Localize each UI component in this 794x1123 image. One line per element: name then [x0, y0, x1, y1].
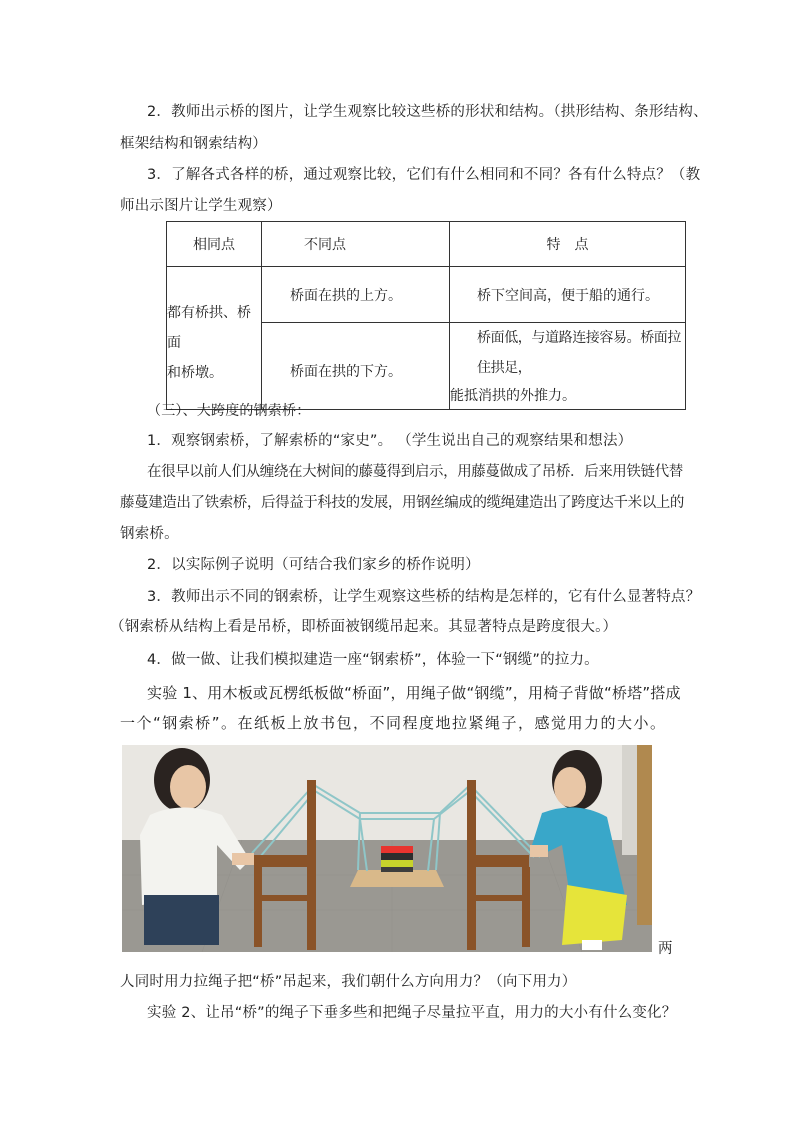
- section-title: （三）、大跨度的钢索桥：: [147, 403, 311, 419]
- paragraph-line: 1．观察钢索桥，了解索桥的“家史”。 （学生说出自己的观察结果和想法）: [147, 433, 633, 449]
- bridge-comparison-table: [166, 221, 686, 410]
- feature-line: 桥下空间高，便于船的通行。: [477, 287, 659, 304]
- paragraph-line: 人同时用力拉绳子把“桥”吊起来，我们朝什么方向用力？（向下用力）: [120, 974, 577, 990]
- feature-line: 能抵消拱的外推力。: [450, 388, 576, 404]
- paragraph-line: 一个“钢索桥”。在纸板上放书包，不同程度地拉紧绳子，感觉用力的大小。: [120, 714, 667, 732]
- table-header: 不同点: [262, 222, 450, 267]
- paragraph-line: 2．教师出示桥的图片，让学生观察比较这些桥的形状和结构。（拱形结构、条形结构、: [147, 104, 708, 120]
- paragraph-line: 钢索桥。: [120, 526, 179, 542]
- table-cell: [450, 267, 686, 323]
- paragraph-line: 4．做一做、让我们模拟建造一座“钢索桥”，体验一下“钢缆”的拉力。: [147, 652, 599, 668]
- paragraph-line: 3．教师出示不同的钢索桥，让学生观察这些桥的结构是怎样的，它有什么显著特点？: [147, 589, 701, 605]
- paragraph-line: 实验 2、让吊“桥”的绳子下垂多些和把绳子尽量拉平直，用力的大小有什么变化？: [147, 1005, 677, 1021]
- paragraph-line: 3．了解各式各样的桥，通过观察比较，它们有什么相同和不同？各有什么特点？（教: [147, 167, 701, 183]
- experiment-photo: [122, 745, 652, 952]
- paragraph-line: 两: [658, 941, 673, 957]
- table-cell: [450, 323, 686, 410]
- paragraph-line: 在很早以前人们从缠绕在大树间的藤蔓得到启示，用藤蔓做成了吊桥．后来用铁链代替: [147, 464, 683, 480]
- feature-line: 桥面低，与道路连接容易。桥面拉住拱足，: [477, 330, 681, 376]
- table-cell: 桥面在拱的上方。: [262, 267, 450, 323]
- paragraph-line: 2．以实际例子说明（可结合我们家乡的桥作说明）: [147, 557, 480, 573]
- common-line: 都有桥拱、桥面: [167, 305, 251, 351]
- paragraph-line: （钢索桥从结构上看是吊桥，即桥面被钢缆吊起来。其显著特点是跨度很大。）: [110, 619, 618, 635]
- paragraph-line: 藤蔓建造出了铁索桥，后得益于科技的发展，用钢丝编成的缆绳建造出了跨度达千米以上的: [120, 495, 684, 511]
- experiment-photo-illustration: [122, 745, 652, 952]
- paragraph-line: 框架结构和钢索结构）: [120, 136, 267, 152]
- table-cell: 桥面在拱的下方。: [262, 323, 450, 410]
- paragraph-line: 师出示图片让学生观察）: [120, 198, 282, 214]
- table-header: 相同点: [167, 222, 262, 267]
- common-line: 和桥墩。: [167, 365, 223, 381]
- table-header: 特 点: [450, 222, 686, 267]
- common-cell: [167, 267, 262, 410]
- paragraph-line: 实验 1、用木板或瓦楞纸板做“桥面”，用绳子做“钢缆”，用椅子背做“桥塔”搭成: [147, 684, 681, 702]
